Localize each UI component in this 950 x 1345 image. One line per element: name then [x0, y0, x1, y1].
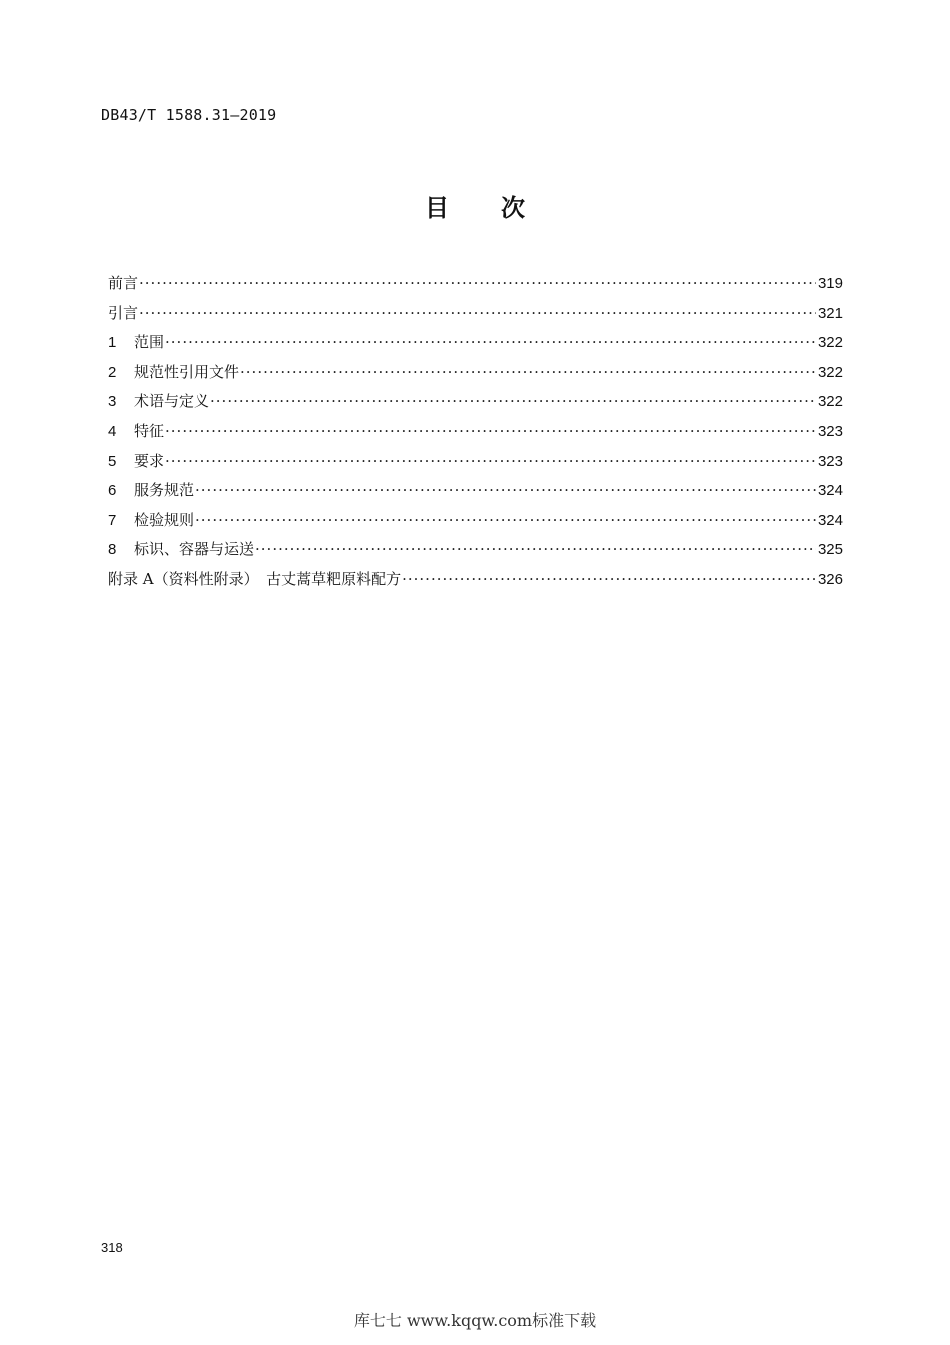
title-char-1: 目	[425, 194, 449, 222]
toc-entry-terms-definitions[interactable]	[108, 389, 843, 419]
toc-entry-label: 要求	[134, 451, 165, 470]
toc-entry-characteristics[interactable]	[108, 419, 843, 449]
table-of-contents	[108, 271, 843, 597]
toc-entry-label: 前言	[108, 274, 139, 292]
toc-entry-label: 检验规则	[134, 510, 195, 529]
toc-entry-page: 323	[817, 422, 843, 440]
toc-entry-introduction[interactable]	[108, 301, 843, 331]
toc-entry-number: 4	[108, 422, 117, 440]
toc-entry-foreword[interactable]	[108, 271, 843, 301]
toc-leader-dots	[195, 508, 816, 532]
watermark-text: 库七七 www.kqqw.com标准下载	[353, 1311, 597, 1330]
toc-entry-number: 6	[108, 482, 117, 500]
toc-entry-label: 服务规范	[134, 481, 195, 500]
toc-entry-label: 标识、容器与运送	[134, 540, 255, 559]
toc-entry-label: 特征	[134, 421, 165, 440]
toc-entry-service-specification[interactable]	[108, 478, 843, 508]
toc-entry-page: 322	[817, 363, 843, 381]
toc-leader-dots	[165, 330, 816, 354]
toc-leader-dots	[165, 419, 816, 443]
toc-leader-dots	[165, 449, 816, 473]
toc-entry-page: 324	[817, 511, 843, 529]
standard-code: DB43/T 1588.31—2019	[101, 106, 277, 124]
toc-leader-dots	[255, 537, 816, 561]
toc-entry-page: 326	[817, 570, 843, 588]
toc-entry-page: 321	[817, 304, 843, 322]
toc-entry-label: 附录 A（资料性附录） 古丈蒿草粑原料配方	[108, 569, 402, 588]
toc-leader-dots	[402, 567, 816, 591]
toc-entry-page: 325	[817, 541, 843, 559]
toc-entry-page: 324	[817, 482, 843, 500]
page-number: 318	[101, 1240, 123, 1255]
toc-entry-normative-references[interactable]	[108, 360, 843, 390]
toc-entry-label: 范围	[134, 333, 165, 352]
toc-entry-page: 322	[817, 393, 843, 411]
toc-entry-requirements[interactable]	[108, 449, 843, 479]
toc-entry-number: 8	[108, 541, 117, 559]
toc-leader-dots	[210, 389, 816, 413]
toc-entry-number: 3	[108, 393, 117, 411]
toc-leader-dots	[240, 360, 816, 384]
toc-entry-scope[interactable]	[108, 330, 843, 360]
toc-entry-page: 323	[817, 452, 843, 470]
toc-entry-inspection-rules[interactable]	[108, 508, 843, 538]
toc-entry-number: 1	[108, 334, 117, 352]
page-title	[0, 188, 950, 223]
toc-leader-dots	[195, 478, 816, 502]
title-char-2: 次	[501, 194, 525, 222]
toc-leader-dots	[139, 301, 816, 325]
toc-entry-number: 2	[108, 363, 117, 381]
toc-entry-label: 规范性引用文件	[134, 362, 240, 381]
toc-entry-label: 引言	[108, 303, 139, 322]
toc-entry-page: 319	[817, 275, 843, 292]
toc-entry-page: 322	[817, 334, 843, 352]
toc-entry-annex-a[interactable]	[108, 567, 843, 597]
toc-entry-marking-container-transport[interactable]	[108, 537, 843, 567]
toc-leader-dots	[139, 271, 816, 295]
toc-entry-label: 术语与定义	[134, 392, 210, 411]
toc-entry-number: 7	[108, 511, 117, 529]
toc-entry-number: 5	[108, 452, 117, 470]
